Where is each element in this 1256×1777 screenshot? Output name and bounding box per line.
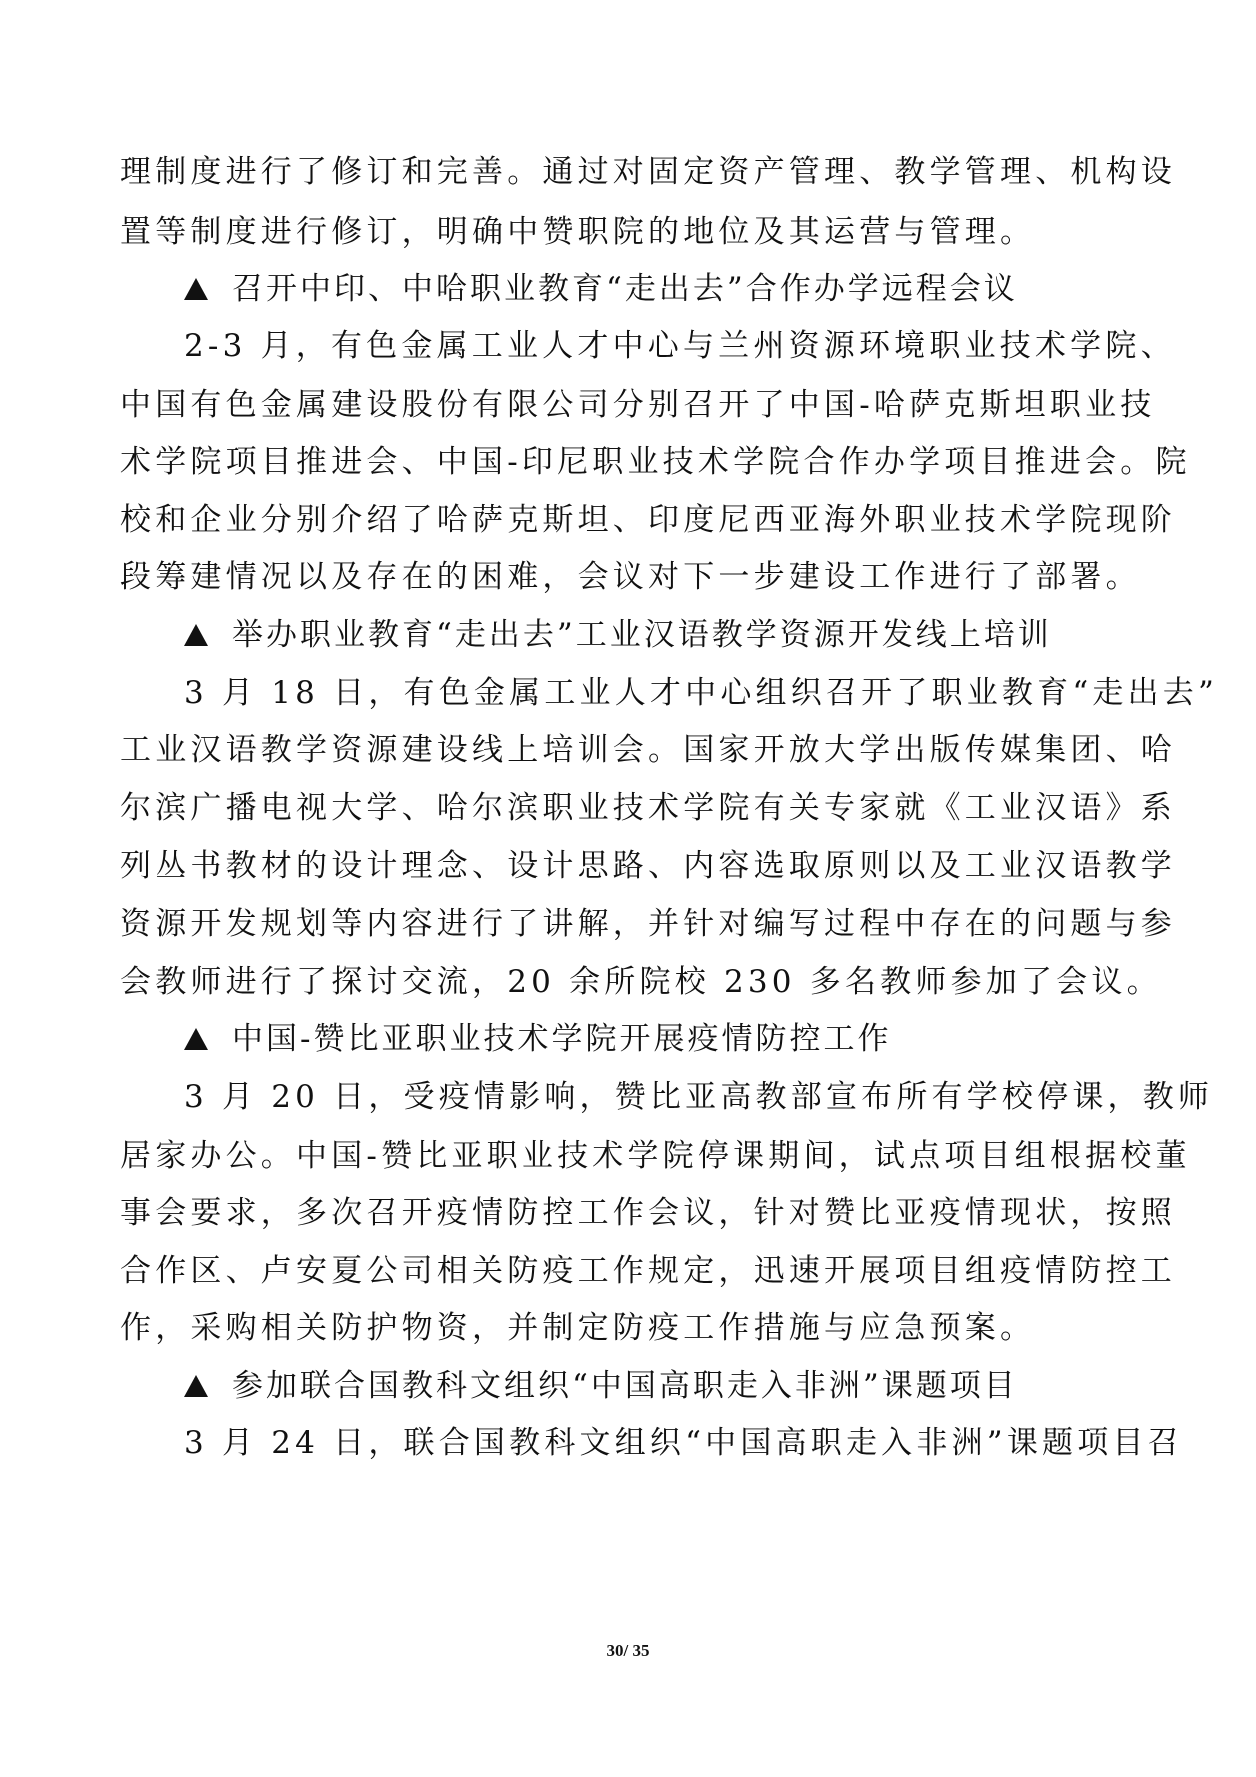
section-heading-text: 召开中印、中哈职业教育“走出去”合作办学远程会议 <box>232 271 1018 307</box>
triangle-bullet-icon <box>184 624 208 646</box>
body-line: 工业汉语教学资源建设线上培训会。国家开放大学出版传媒集团、哈 <box>120 732 1176 768</box>
section-heading-text: 举办职业教育“走出去”工业汉语教学资源开发线上培训 <box>232 617 1052 653</box>
body-line: 校和企业分别介绍了哈萨克斯坦、印度尼西亚海外职业技术学院现阶 <box>120 502 1176 538</box>
triangle-bullet-icon <box>184 1028 208 1050</box>
body-line: 3 月 18 日，有色金属工业人才中心组织召开了职业教育“走出去” <box>184 675 1219 711</box>
body-line: 作，采购相关防护物资，并制定防疫工作措施与应急预案。 <box>120 1310 1036 1346</box>
section-heading-4 <box>184 1366 1018 1406</box>
section-heading-text: 参加联合国教科文组织“中国高职走入非洲”课题项目 <box>232 1368 1018 1404</box>
body-line: 资源开发规划等内容进行了讲解，并针对编写过程中存在的问题与参 <box>120 906 1176 942</box>
body-line: 尔滨广播电视大学、哈尔滨职业技术学院有关专家就《工业汉语》系 <box>120 790 1176 826</box>
triangle-bullet-icon <box>184 278 208 300</box>
body-line: 居家办公。中国-赞比亚职业技术学院停课期间，试点项目组根据校董 <box>120 1138 1191 1174</box>
body-line: 中国有色金属建设股份有限公司分别召开了中国-哈萨克斯坦职业技 <box>120 387 1156 423</box>
body-line: 术学院项目推进会、中国-印尼职业技术学院合作办学项目推进会。院 <box>120 444 1191 480</box>
section-heading-3 <box>184 1019 891 1059</box>
page-number: 30/ 35 <box>606 1641 650 1660</box>
body-line: 事会要求，多次召开疫情防控工作会议，针对赞比亚疫情现状，按照 <box>120 1195 1176 1231</box>
body-line: 2-3 月，有色金属工业人才中心与兰州资源环境职业技术学院、 <box>184 328 1176 364</box>
body-line: 3 月 20 日，受疫情影响，赞比亚高教部宣布所有学校停课，教师 <box>184 1079 1214 1115</box>
body-line: 3 月 24 日，联合国教科文组织“中国高职走入非洲”课题项目召 <box>184 1425 1183 1461</box>
body-line: 置等制度进行修订，明确中赞职院的地位及其运营与管理。 <box>120 214 1036 250</box>
section-heading-1 <box>184 269 1018 309</box>
triangle-bullet-icon <box>184 1375 208 1397</box>
body-line: 列丛书教材的设计理念、设计思路、内容选取原则以及工业汉语教学 <box>120 848 1176 884</box>
body-line: 合作区、卢安夏公司相关防疫工作规定，迅速开展项目组疫情防控工 <box>120 1253 1176 1289</box>
body-line: 段筹建情况以及存在的困难，会议对下一步建设工作进行了部署。 <box>120 559 1141 595</box>
body-line: 理制度进行了修订和完善。通过对固定资产管理、教学管理、机构设 <box>120 154 1176 190</box>
body-line: 会教师进行了探讨交流，20 余所院校 230 多名教师参加了会议。 <box>120 964 1162 1000</box>
section-heading-text: 中国-赞比亚职业技术学院开展疫情防控工作 <box>232 1021 892 1057</box>
section-heading-2 <box>184 615 1052 655</box>
